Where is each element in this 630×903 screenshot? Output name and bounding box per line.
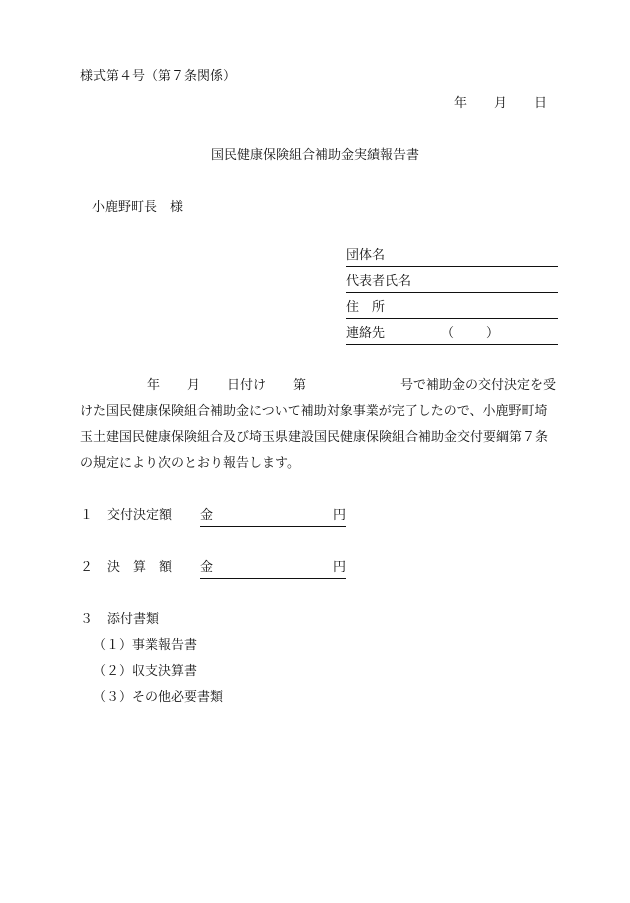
date-year: 年 — [454, 96, 468, 111]
body-line-1 — [80, 378, 560, 394]
contact-paren-close: ） — [486, 326, 500, 341]
item-decision-number: １ — [80, 508, 94, 523]
body-year: 年 — [147, 378, 161, 393]
item-settlement-number: ２ — [80, 560, 94, 575]
document-title: 国民健康保険組合補助金実績報告書 — [210, 148, 419, 163]
item-settlement-amount — [80, 560, 380, 578]
settlement-amount-field — [200, 560, 346, 579]
body-number-prefix: 第 — [293, 378, 307, 393]
decision-amount-field — [200, 508, 346, 527]
body-month: 月 — [187, 378, 201, 393]
item-settlement-label: 決 算 額 — [107, 560, 173, 575]
contact-paren-open: （ — [441, 326, 455, 341]
sender-organization-label: 団体名 — [346, 248, 386, 263]
attachment-list-item: （３）その他必要書類 — [93, 690, 224, 705]
decision-amount-prefix: 金 — [200, 508, 214, 523]
sender-contact-label: 連絡先 — [346, 326, 386, 341]
attachment-list-item: （２）収支決算書 — [93, 664, 198, 679]
body-line-2: けた国民健康保険組合補助金について補助対象事業が完了したので、小鹿野町埼 — [80, 404, 548, 419]
addressee: 小鹿野町長 様 — [92, 200, 184, 215]
body-line-3: 玉土建国民健康保険組合及び埼玉県建設国民健康保険組合補助金交付要綱第７条 — [80, 430, 549, 445]
date-day: 日 — [534, 96, 548, 111]
settlement-amount-prefix: 金 — [200, 560, 214, 575]
body-line1-rest: 号で補助金の交付決定を受 — [400, 378, 557, 393]
settlement-amount-unit: 円 — [332, 560, 346, 575]
sender-contact-field — [346, 326, 558, 345]
body-line-4: の規定により次のとおり報告します。 — [80, 456, 300, 471]
body-date-suffix: 日付け — [227, 378, 267, 393]
item-decision-label: 交付決定額 — [107, 508, 173, 523]
sender-representative-field — [346, 274, 558, 293]
attachment-list-item: （１）事業報告書 — [93, 638, 198, 653]
sender-representative-label: 代表者氏名 — [346, 274, 412, 289]
sender-organization-field — [346, 248, 558, 267]
form-number: 様式第４号（第７条関係） — [80, 69, 237, 84]
sender-address-field — [346, 300, 558, 319]
item-attachments — [80, 612, 380, 628]
date-month: 月 — [494, 96, 508, 111]
item-decision-amount — [80, 508, 380, 526]
item-attachments-number: ３ — [80, 612, 94, 627]
decision-amount-unit: 円 — [332, 508, 346, 523]
item-attachments-label: 添付書類 — [107, 612, 160, 627]
sender-address-label: 住 所 — [346, 300, 386, 315]
